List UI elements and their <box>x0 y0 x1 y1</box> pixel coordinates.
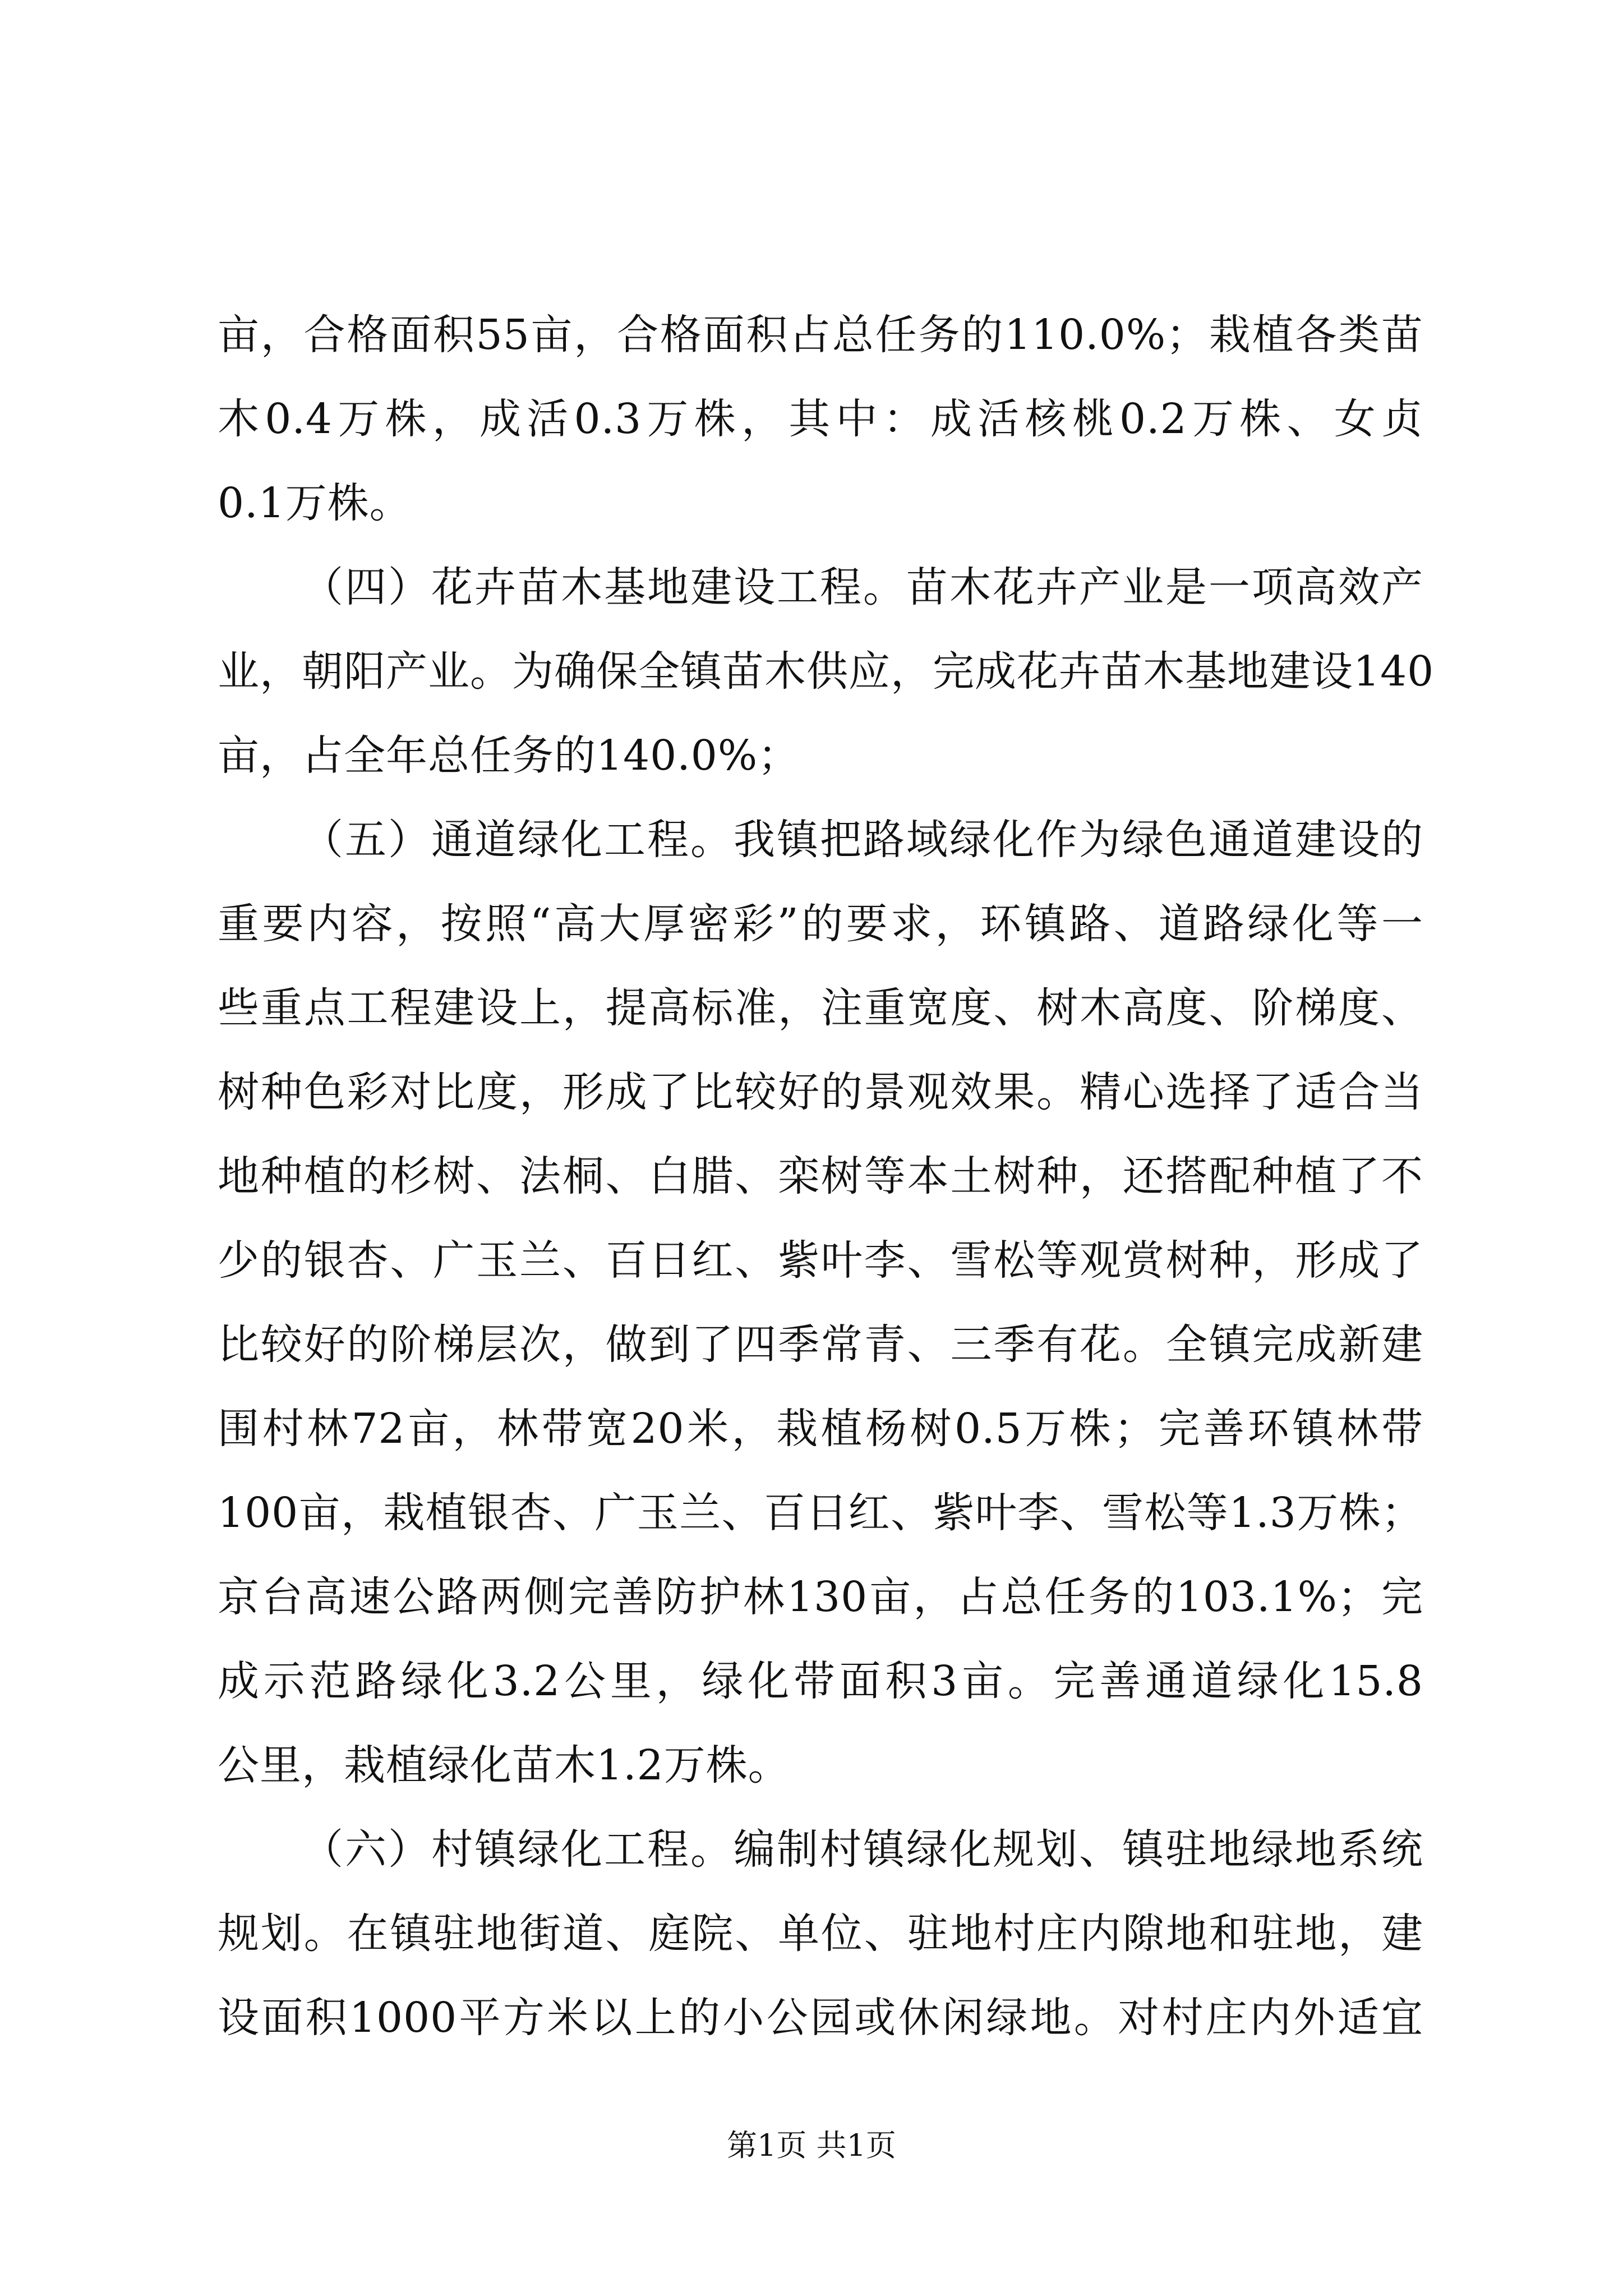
text-line: 100亩，栽植银杏、广玉兰、百日红、紫叶李、雪松等1.3万株； <box>218 1489 1423 1537</box>
document-body <box>218 293 1435 2060</box>
page-footer: 第1页 共1页 <box>727 2128 896 2163</box>
text-line: 些重点工程建设上，提高标准，注重宽度、树木高度、阶梯度、 <box>218 984 1423 1032</box>
text-line: 亩，合格面积55亩，合格面积占总任务的110.0%；栽植各类苗 <box>218 311 1423 359</box>
text-line: 规划。在镇驻地街道、庭院、单位、驻地村庄内隙地和驻地，建 <box>218 1910 1423 1958</box>
text-line: 京台高速公路两侧完善防护林130亩，占总任务的103.1%；完 <box>218 1573 1423 1621</box>
text-line: 树种色彩对比度，形成了比较好的景观效果。精心选择了适合当 <box>218 1068 1423 1116</box>
paragraph-first-line: （四）花卉苗木基地建设工程。苗木花卉产业是一项高效产 <box>302 563 1423 611</box>
text-line: 成示范路绿化3.2公里，绿化带面积3亩。完善通道绿化15.8 <box>218 1657 1423 1705</box>
text-line: 少的银杏、广玉兰、百日红、紫叶李、雪松等观赏树种，形成了 <box>218 1236 1423 1285</box>
text-line: 围村林72亩，林带宽20米，栽植杨树0.5万株；完善环镇林带 <box>218 1405 1423 1453</box>
text-line: 0.1万株。 <box>218 479 412 527</box>
text-line: 公里，栽植绿化苗木1.2万株。 <box>218 1741 790 1789</box>
text-line: 地种植的杉树、法桐、白腊、栾树等本土树种，还搭配种植了不 <box>218 1152 1423 1200</box>
text-line: 重要内容，按照“高大厚密彩”的要求，环镇路、道路绿化等一 <box>218 900 1423 948</box>
paragraph-first-line: （五）通道绿化工程。我镇把路域绿化作为绿色通道建设的 <box>302 816 1423 864</box>
text-line: 木0.4万株，成活0.3万株，其中：成活核桃0.2万株、女贞 <box>218 395 1423 443</box>
text-line: 设面积1000平方米以上的小公园或休闲绿地。对村庄内外适宜 <box>218 1994 1423 2042</box>
text-line: 业，朝阳产业。为确保全镇苗木供应，完成花卉苗木基地建设140 <box>218 647 1435 696</box>
text-line: 比较好的阶梯层次，做到了四季常青、三季有花。全镇完成新建 <box>218 1320 1423 1369</box>
text-line: 亩，占全年总任务的140.0%； <box>218 731 800 780</box>
paragraph-first-line: （六）村镇绿化工程。编制村镇绿化规划、镇驻地绿地系统 <box>302 1825 1423 1874</box>
